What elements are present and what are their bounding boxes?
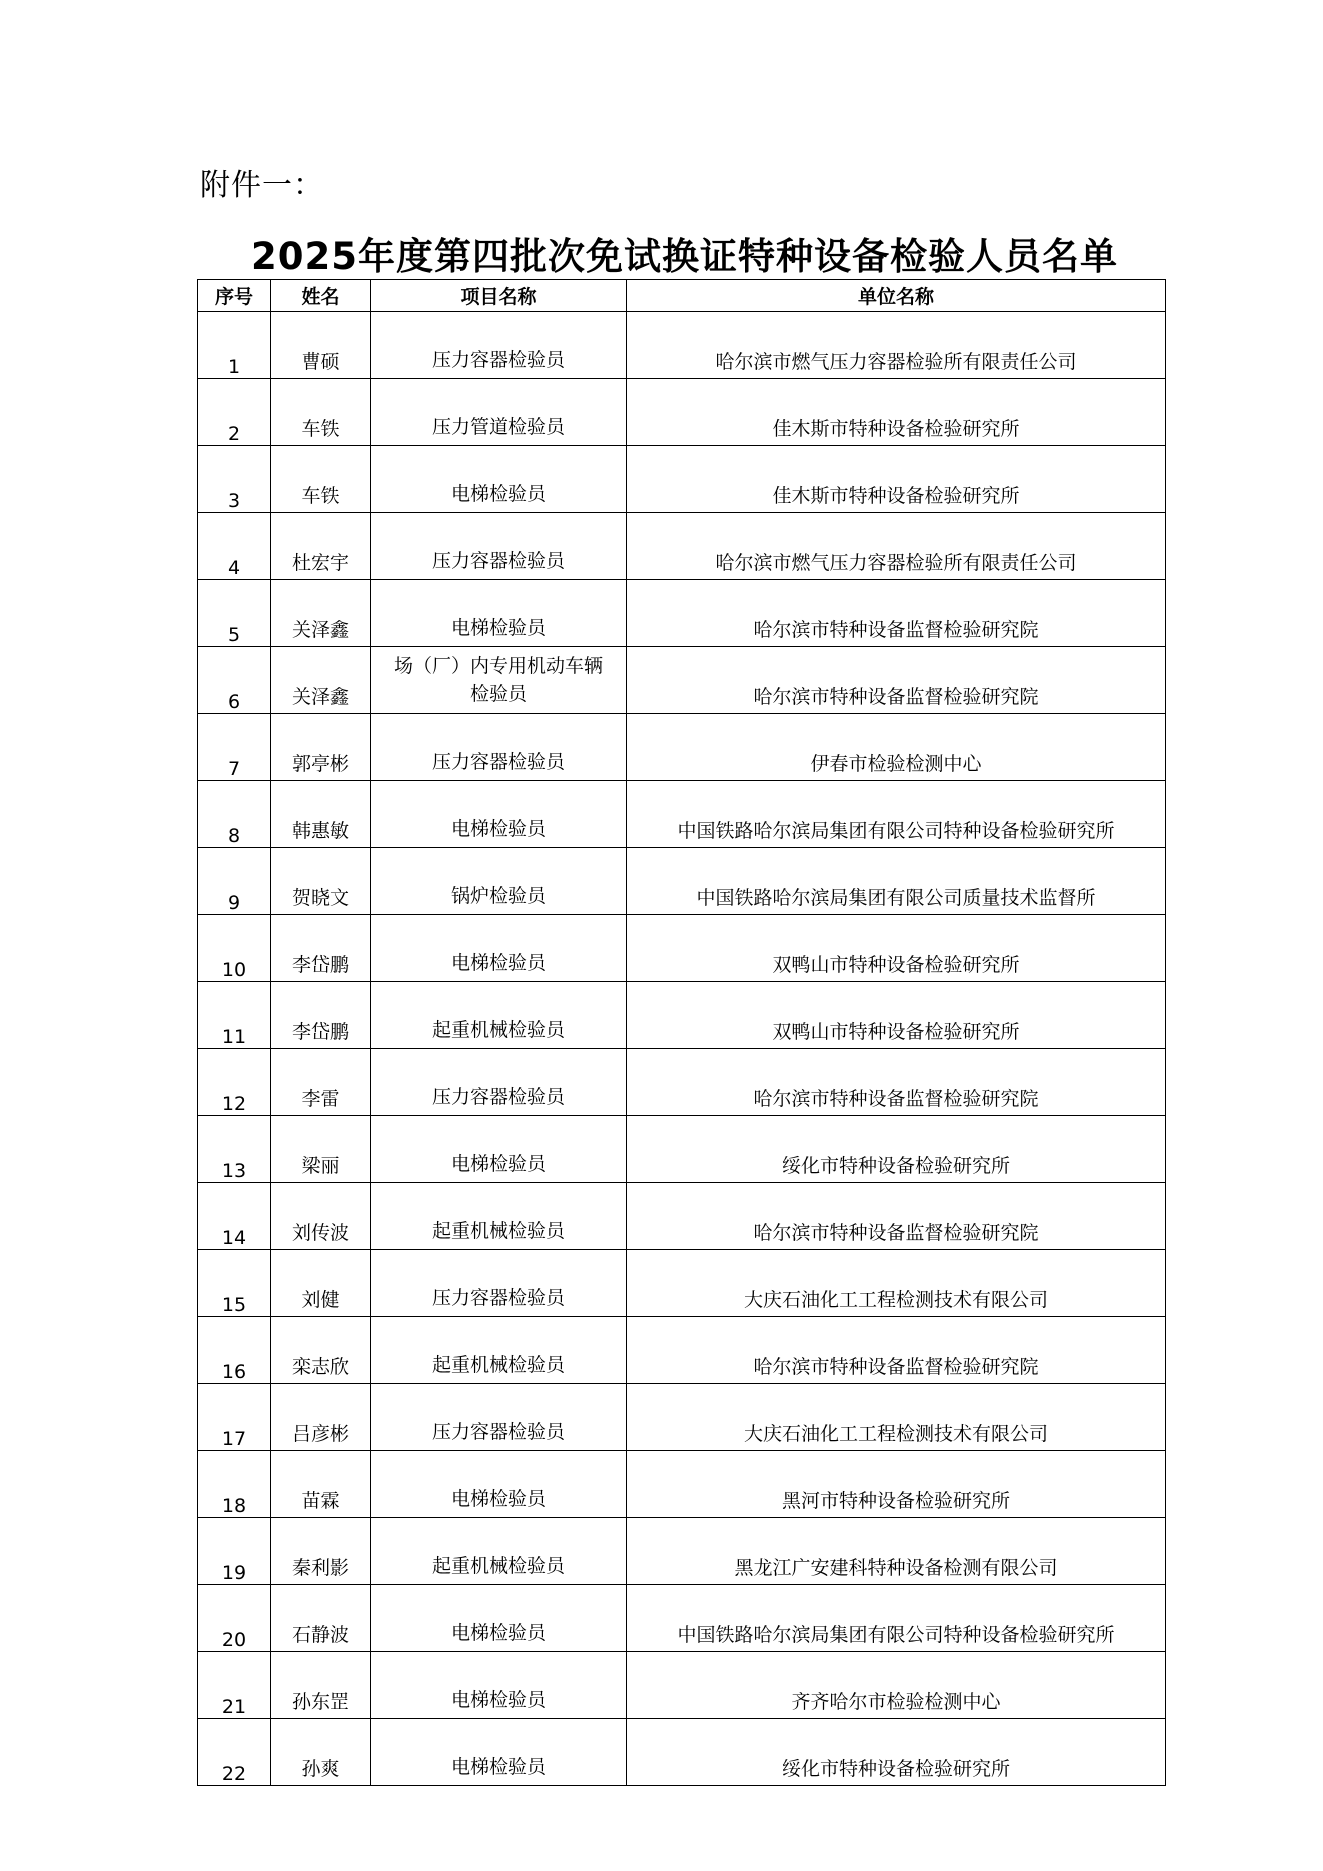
row-project: 电梯检验员 xyxy=(371,781,627,848)
header-project: 项目名称 xyxy=(371,280,627,312)
row-name: 车铁 xyxy=(271,379,371,446)
row-name: 秦利影 xyxy=(271,1518,371,1585)
row-index: 18 xyxy=(198,1451,271,1518)
row-index: 12 xyxy=(198,1049,271,1116)
attachment-label: 附件一： xyxy=(200,168,324,203)
row-unit: 黑河市特种设备检验研究所 xyxy=(627,1451,1166,1518)
row-project: 电梯检验员 xyxy=(371,580,627,647)
table-row xyxy=(198,1317,1166,1384)
row-project: 压力容器检验员 xyxy=(371,1384,627,1451)
row-index: 19 xyxy=(198,1518,271,1585)
table-row xyxy=(198,1652,1166,1719)
row-name: 关泽鑫 xyxy=(271,647,371,714)
row-name: 李岱鹏 xyxy=(271,982,371,1049)
header-unit: 单位名称 xyxy=(627,280,1166,312)
row-name: 吕彦彬 xyxy=(271,1384,371,1451)
row-name: 李雷 xyxy=(271,1049,371,1116)
table-row xyxy=(198,1116,1166,1183)
row-index: 2 xyxy=(198,379,271,446)
row-name: 苗霖 xyxy=(271,1451,371,1518)
table-header-row xyxy=(198,280,1166,312)
row-name: 孙东罡 xyxy=(271,1652,371,1719)
row-name: 孙爽 xyxy=(271,1719,371,1786)
row-name: 石静波 xyxy=(271,1585,371,1652)
row-project: 压力容器检验员 xyxy=(371,1049,627,1116)
row-unit: 伊春市检验检测中心 xyxy=(627,714,1166,781)
table-row xyxy=(198,982,1166,1049)
row-unit: 哈尔滨市特种设备监督检验研究院 xyxy=(627,1317,1166,1384)
table-row xyxy=(198,781,1166,848)
row-name: 梁丽 xyxy=(271,1116,371,1183)
row-index: 15 xyxy=(198,1250,271,1317)
row-unit: 中国铁路哈尔滨局集团有限公司特种设备检验研究所 xyxy=(627,1585,1166,1652)
row-index: 3 xyxy=(198,446,271,513)
row-index: 5 xyxy=(198,580,271,647)
row-index: 8 xyxy=(198,781,271,848)
row-index: 4 xyxy=(198,513,271,580)
row-index: 1 xyxy=(198,312,271,379)
row-unit: 黑龙江广安建科特种设备检测有限公司 xyxy=(627,1518,1166,1585)
row-unit: 中国铁路哈尔滨局集团有限公司特种设备检验研究所 xyxy=(627,781,1166,848)
row-project: 电梯检验员 xyxy=(371,446,627,513)
row-name: 郭亭彬 xyxy=(271,714,371,781)
header-index: 序号 xyxy=(198,280,271,312)
table-row xyxy=(198,1518,1166,1585)
row-name: 曹硕 xyxy=(271,312,371,379)
row-unit: 齐齐哈尔市检验检测中心 xyxy=(627,1652,1166,1719)
row-index: 10 xyxy=(198,915,271,982)
document-title: 2025年度第四批次免试换证特种设备检验人员名单 xyxy=(251,235,1118,278)
row-unit: 哈尔滨市特种设备监督检验研究院 xyxy=(627,1183,1166,1250)
row-index: 7 xyxy=(198,714,271,781)
row-unit: 哈尔滨市燃气压力容器检验所有限责任公司 xyxy=(627,513,1166,580)
row-unit: 双鸭山市特种设备检验研究所 xyxy=(627,982,1166,1049)
table-row xyxy=(198,714,1166,781)
row-project: 电梯检验员 xyxy=(371,1451,627,1518)
table-row xyxy=(198,1451,1166,1518)
row-project: 压力容器检验员 xyxy=(371,714,627,781)
row-unit: 哈尔滨市特种设备监督检验研究院 xyxy=(627,1049,1166,1116)
row-project: 锅炉检验员 xyxy=(371,848,627,915)
table-row xyxy=(198,848,1166,915)
row-project: 起重机械检验员 xyxy=(371,1317,627,1384)
row-unit: 绥化市特种设备检验研究所 xyxy=(627,1116,1166,1183)
row-project: 电梯检验员 xyxy=(371,1652,627,1719)
row-name: 杜宏宇 xyxy=(271,513,371,580)
row-unit: 哈尔滨市特种设备监督检验研究院 xyxy=(627,647,1166,714)
row-index: 9 xyxy=(198,848,271,915)
row-name: 刘传波 xyxy=(271,1183,371,1250)
row-name: 车铁 xyxy=(271,446,371,513)
table-row xyxy=(198,580,1166,647)
row-unit: 大庆石油化工工程检测技术有限公司 xyxy=(627,1250,1166,1317)
inspector-roster-table xyxy=(197,279,1166,1786)
table-row xyxy=(198,379,1166,446)
row-project: 起重机械检验员 xyxy=(371,1518,627,1585)
row-index: 17 xyxy=(198,1384,271,1451)
row-project: 电梯检验员 xyxy=(371,1585,627,1652)
row-unit: 佳木斯市特种设备检验研究所 xyxy=(627,379,1166,446)
row-project: 压力管道检验员 xyxy=(371,379,627,446)
row-unit: 双鸭山市特种设备检验研究所 xyxy=(627,915,1166,982)
table-row xyxy=(198,647,1166,714)
row-index: 22 xyxy=(198,1719,271,1786)
row-unit: 佳木斯市特种设备检验研究所 xyxy=(627,446,1166,513)
row-name: 刘健 xyxy=(271,1250,371,1317)
row-project: 压力容器检验员 xyxy=(371,513,627,580)
table-row xyxy=(198,1183,1166,1250)
header-name: 姓名 xyxy=(271,280,371,312)
row-name: 李岱鹏 xyxy=(271,915,371,982)
row-name: 韩惠敏 xyxy=(271,781,371,848)
row-index: 21 xyxy=(198,1652,271,1719)
row-index: 14 xyxy=(198,1183,271,1250)
table-row xyxy=(198,1585,1166,1652)
row-project: 压力容器检验员 xyxy=(371,312,627,379)
table-row xyxy=(198,513,1166,580)
row-unit: 中国铁路哈尔滨局集团有限公司质量技术监督所 xyxy=(627,848,1166,915)
row-name: 栾志欣 xyxy=(271,1317,371,1384)
table-row xyxy=(198,1719,1166,1786)
row-unit: 哈尔滨市燃气压力容器检验所有限责任公司 xyxy=(627,312,1166,379)
row-name: 贺晓文 xyxy=(271,848,371,915)
row-project: 起重机械检验员 xyxy=(371,1183,627,1250)
row-project: 电梯检验员 xyxy=(371,1719,627,1786)
row-index: 11 xyxy=(198,982,271,1049)
row-unit: 大庆石油化工工程检测技术有限公司 xyxy=(627,1384,1166,1451)
row-name: 关泽鑫 xyxy=(271,580,371,647)
row-project: 电梯检验员 xyxy=(371,1116,627,1183)
table-row xyxy=(198,1250,1166,1317)
row-project: 压力容器检验员 xyxy=(371,1250,627,1317)
row-unit: 绥化市特种设备检验研究所 xyxy=(627,1719,1166,1786)
table-row xyxy=(198,312,1166,379)
row-index: 13 xyxy=(198,1116,271,1183)
table-row xyxy=(198,915,1166,982)
row-project: 场（厂）内专用机动车辆检验员 xyxy=(371,647,627,714)
table-row xyxy=(198,446,1166,513)
row-index: 6 xyxy=(198,647,271,714)
table-row xyxy=(198,1384,1166,1451)
row-index: 20 xyxy=(198,1585,271,1652)
row-unit: 哈尔滨市特种设备监督检验研究院 xyxy=(627,580,1166,647)
table-row xyxy=(198,1049,1166,1116)
row-index: 16 xyxy=(198,1317,271,1384)
row-project: 起重机械检验员 xyxy=(371,982,627,1049)
row-project: 电梯检验员 xyxy=(371,915,627,982)
